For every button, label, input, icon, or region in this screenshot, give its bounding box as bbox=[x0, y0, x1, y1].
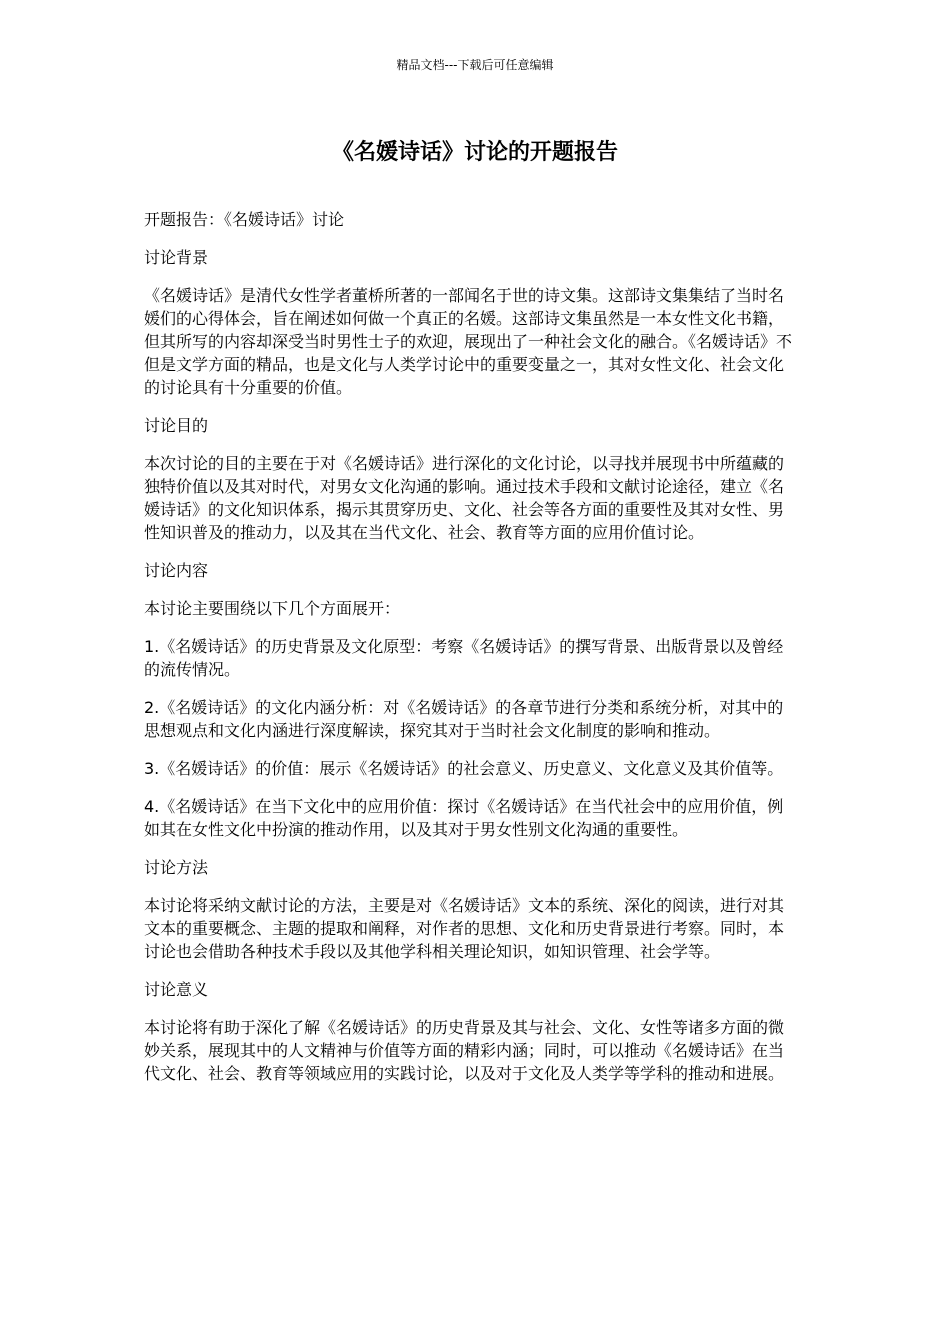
contents-item-1: 1.《名媛诗话》的历史背景及文化原型：考察《名媛诗话》的撰写背景、出版背景以及曾经的流传情况。 bbox=[144, 637, 784, 679]
background-paragraph: 《名媛诗话》是清代女性学者董桥所著的一部闻名于世的诗文集。这部诗文集集结了当时名媛们的心得体会，旨在阐述如何做一个真正的名媛。这部诗文集虽然是一本女性文化书籍，但其所写的内容却深受当时男性士子的欢迎，展现出了一种社会文化的融合。《名媛诗话》不但是文学方面的精品，也是文化与人类学讨论中的重要变量之一，其对女性文化、社会文化的讨论具有十分重要的价值。 bbox=[144, 286, 793, 397]
document-title: 《名媛诗话》讨论的开题报告 bbox=[331, 140, 618, 165]
document-body bbox=[144, 208, 796, 1100]
header-note: 精品文档---下载后可任意编辑 bbox=[396, 58, 554, 72]
contents-heading: 讨论内容 bbox=[144, 561, 209, 580]
method-heading: 讨论方法 bbox=[144, 858, 209, 877]
method-paragraph: 本讨论将采纳文献讨论的方法，主要是对《名媛诗话》文本的系统、深化的阅读，进行对其文本的重要概念、主题的提取和阐释，对作者的思想、文化和历史背景进行考察。同时，本讨论也会借助各种技术手段以及其他学科相关理论知识，如知识管理、社会学等。 bbox=[144, 896, 785, 961]
intro-line: 开题报告：《名媛诗话》讨论 bbox=[144, 210, 345, 229]
significance-paragraph: 本讨论将有助于深化了解《名媛诗话》的历史背景及其与社会、文化、女性等诸多方面的微妙关系，展现其中的人文精神与价值等方面的精彩内涵；同时，可以推动《名媛诗话》在当代文化、社会、教育等领域应用的实践讨论，以及对于文化及人类学等学科的推动和进展。 bbox=[144, 1018, 785, 1083]
contents-item-2: 2.《名媛诗话》的文化内涵分析：对《名媛诗话》的各章节进行分类和系统分析，对其中的思想观点和文化内涵进行深度解读，探究其对于当时社会文化制度的影响和推动。 bbox=[144, 698, 784, 740]
purpose-paragraph: 本次讨论的目的主要在于对《名媛诗话》进行深化的文化讨论，以寻找并展现书中所蕴藏的独特价值以及其对时代，对男女文化沟通的影响。通过技术手段和文献讨论途径，建立《名媛诗话》的文化知识体系，揭示其贯穿历史、文化、社会等各方面的重要性及其对女性、男性知识普及的推动力，以及其在当代文化、社会、教育等方面的应用价值讨论。 bbox=[144, 454, 785, 542]
contents-item-4: 4.《名媛诗话》在当下文化中的应用价值：探讨《名媛诗话》在当代社会中的应用价值，例如其在女性文化中扮演的推动作用，以及其对于男女性别文化沟通的重要性。 bbox=[144, 797, 784, 839]
contents-intro: 本讨论主要围绕以下几个方面展开： bbox=[144, 599, 401, 618]
purpose-heading: 讨论目的 bbox=[144, 416, 209, 435]
background-heading: 讨论背景 bbox=[144, 248, 209, 267]
contents-item-3: 3.《名媛诗话》的价值：展示《名媛诗话》的社会意义、历史意义、文化意义及其价值等。 bbox=[144, 759, 784, 778]
significance-heading: 讨论意义 bbox=[144, 980, 209, 999]
